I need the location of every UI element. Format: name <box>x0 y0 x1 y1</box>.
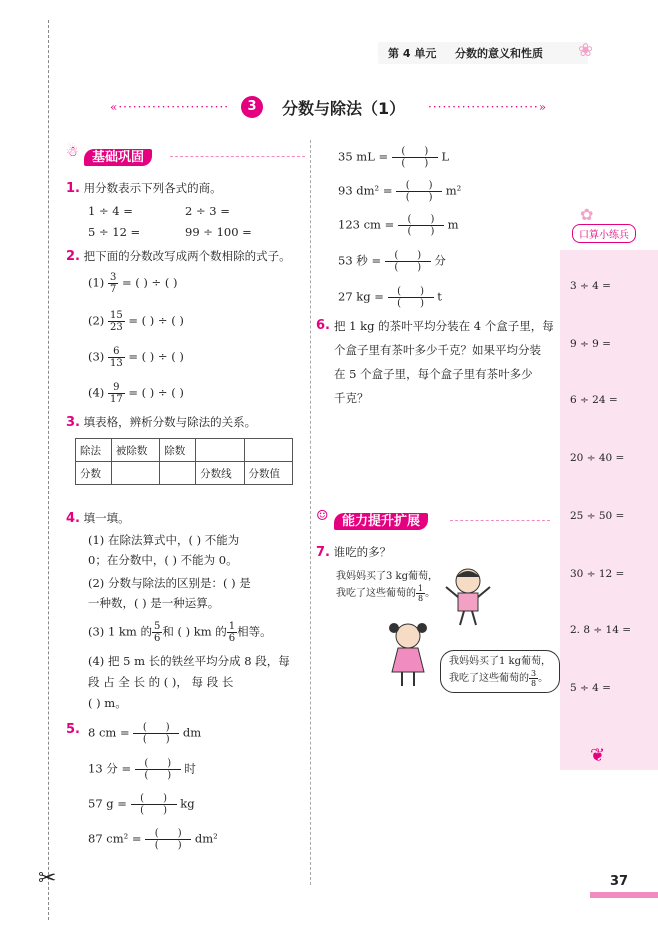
sidebar-item: 25 ÷ 50 = <box>570 510 625 522</box>
conversion-left: 8 cm = <box>88 725 130 740</box>
table-cell: 除法 <box>76 439 112 462</box>
q2-blank[interactable]: = ( ) ÷ ( ) <box>128 313 184 328</box>
q4-line: (4) 把 5 m 长的铁丝平均分成 8 段，每 <box>88 654 290 668</box>
answer-fraction-blank[interactable]: $\frac{( )}{( )}$ <box>396 180 442 203</box>
table-cell[interactable] <box>111 462 159 485</box>
conversion-item <box>88 758 196 781</box>
q4-line: 0；在分数中，( ) 不能为 0。 <box>88 553 238 567</box>
girl-speech <box>440 650 560 693</box>
q2-label: (4) <box>88 385 105 400</box>
fraction: $\frac{3}{8}$ <box>531 669 537 688</box>
q2-blank[interactable]: = ( ) ÷ ( ) <box>128 385 184 400</box>
conversion-unit: 时 <box>184 761 196 776</box>
basic-label: 基础巩固 <box>84 149 152 166</box>
basic-rule <box>170 156 305 157</box>
q1-item: 5 ÷ 12 = <box>88 225 141 239</box>
sidebar-item: 5 ÷ 4 = <box>570 682 611 694</box>
q4-text: 填一填。 <box>83 511 130 525</box>
answer-fraction-blank[interactable]: $\frac{( )}{( )}$ <box>133 722 179 745</box>
table-cell[interactable] <box>160 462 196 485</box>
q2-item <box>88 346 184 369</box>
table-row <box>76 439 293 462</box>
boy-illustration <box>440 565 500 630</box>
conversion-left: 53 秒 = <box>338 253 382 268</box>
q7-text: 谁吃的多？ <box>333 545 392 559</box>
conversion-unit: dm² <box>194 831 218 846</box>
q6-line: 在 5 个盒子里，每个盒子里有茶叶多少 <box>334 367 533 381</box>
q1-item: 99 ÷ 100 = <box>185 225 252 239</box>
conversion-item <box>338 286 442 309</box>
conversion-item <box>338 214 458 237</box>
page-number: 37 <box>610 874 629 889</box>
conversion-unit: m² <box>445 183 462 198</box>
q2-item <box>88 382 184 405</box>
advanced-rule <box>450 520 550 521</box>
sidebar-item: 30 ÷ 12 = <box>570 568 625 580</box>
conversion-unit: kg <box>180 796 195 811</box>
q7 <box>316 544 391 561</box>
conversion-item <box>88 793 195 816</box>
header-unit: 第 4 单元 <box>388 47 437 60</box>
conversion-left: 13 分 = <box>88 761 132 776</box>
boy-speech-line2: 我吃了这些葡萄的 $\frac{1}{8}$ 。 <box>336 584 436 603</box>
column-divider <box>310 140 311 885</box>
q2-blank[interactable]: = ( ) ÷ ( ) <box>128 349 184 364</box>
answer-fraction-blank[interactable]: $\frac{( )}{( )}$ <box>398 214 444 237</box>
table-cell: 被除数 <box>111 439 159 462</box>
q1-text: 用分数表示下列各式的商。 <box>83 181 222 195</box>
sidebar-title <box>572 224 636 243</box>
q3 <box>66 414 256 431</box>
conversion-left: 35 mL = <box>338 149 389 164</box>
q2-label: (2) <box>88 313 105 328</box>
q4-line: 段 占 全 长 的 ( )， 每 段 长 <box>88 675 234 689</box>
table-row <box>76 462 293 485</box>
answer-fraction-blank[interactable]: $\frac{( )}{( )}$ <box>145 828 191 851</box>
q2-blank[interactable]: = ( ) ÷ ( ) <box>121 275 178 290</box>
conversion-left: 93 dm² = <box>338 183 393 198</box>
fraction: $\frac{3}{7}$ <box>109 272 117 295</box>
q4-line: ( ) m。 <box>88 696 127 710</box>
fraction: $\frac{1}{6}$ <box>228 621 236 644</box>
advanced-label: 能力提升扩展 <box>334 513 428 530</box>
lesson-title: 分数与除法（1） <box>282 99 406 118</box>
boy-speech-line1: 我妈妈买了3 kg葡萄， <box>336 571 439 582</box>
q6-line: 千克？ <box>334 391 369 405</box>
table-cell: 分数值 <box>244 462 292 485</box>
lesson-number-badge <box>241 96 263 118</box>
sidebar-item: 20 ÷ 40 = <box>570 452 625 464</box>
table-cell: 分数 <box>76 462 112 485</box>
conversion-left: 27 kg = <box>338 289 384 304</box>
answer-fraction-blank[interactable]: $\frac{( )}{( )}$ <box>385 250 431 273</box>
fraction: $\frac{5}{6}$ <box>153 621 161 644</box>
sidebar-item: 2. 8 ÷ 14 = <box>570 624 632 636</box>
conversion-unit: m <box>447 217 459 232</box>
answer-fraction-blank[interactable]: $\frac{( )}{( )}$ <box>392 146 438 169</box>
q3-table <box>75 438 293 485</box>
girl-speech-line2: 我吃了这些葡萄的 $\frac{3}{8}$ 。 <box>449 669 549 688</box>
q4-line: (3) 1 km 的 $\frac{5}{6}$ 和 ( ) km 的 $\frac{1}{6}$ 相等。 <box>88 621 272 644</box>
q2-item <box>88 310 184 333</box>
advanced-icon: ☺ <box>316 508 329 524</box>
answer-fraction-blank[interactable]: $\frac{( )}{( )}$ <box>135 758 181 781</box>
fraction: $\frac{6}{13}$ <box>109 346 123 369</box>
conversion-unit: t <box>437 289 442 304</box>
basic-header <box>84 146 152 165</box>
q2-text: 把下面的分数改写成两个数相除的式子。 <box>83 249 291 263</box>
q2 <box>66 248 291 265</box>
girl-illustration <box>380 620 440 690</box>
conversion-unit: dm <box>182 725 202 740</box>
q1-number: 1. <box>66 181 80 196</box>
sidebar-item: 6 ÷ 24 = <box>570 394 618 406</box>
q4-line: (2) 分数与除法的区别是：( ) 是 <box>88 576 251 590</box>
table-cell[interactable] <box>196 439 244 462</box>
q2-item <box>88 272 177 295</box>
q2-label: (3) <box>88 349 105 364</box>
q4-line: (1) 在除法算式中，( ) 不能为 <box>88 533 240 547</box>
q1-item: 2 ÷ 3 = <box>185 204 230 218</box>
basic-icon: ☃ <box>66 144 79 160</box>
answer-fraction-blank[interactable]: $\frac{( )}{( )}$ <box>388 286 434 309</box>
conversion-unit: L <box>441 149 450 164</box>
sidebar-title-text: 口算小练兵 <box>579 230 629 241</box>
q3-text: 填表格，辨析分数与除法的关系。 <box>83 415 257 429</box>
fraction: $\frac{15}{23}$ <box>109 310 123 333</box>
sidebar-item: 9 ÷ 9 = <box>570 338 611 350</box>
table-cell: 分数线 <box>196 462 244 485</box>
cut-line <box>48 20 49 920</box>
conversion-item <box>88 722 201 745</box>
q4 <box>66 510 130 527</box>
q6-number: 6. <box>316 318 330 333</box>
answer-fraction-blank[interactable]: $\frac{( )}{( )}$ <box>131 793 177 816</box>
title-left-dots: «······················· <box>110 100 230 114</box>
q1-item: 1 ÷ 4 = <box>88 204 133 218</box>
table-cell: 除数 <box>160 439 196 462</box>
lesson-number: 3 <box>247 99 257 114</box>
q3-number: 3. <box>66 415 80 430</box>
sidebar-item: 3 ÷ 4 = <box>570 280 611 292</box>
advanced-header <box>334 510 428 529</box>
girl-speech-line1: 我妈妈买了1 kg葡萄， <box>449 656 552 667</box>
swirl-icon: ❦ <box>590 745 606 766</box>
flower-icon: ❀ <box>578 40 594 61</box>
conversion-unit: 分 <box>434 253 446 268</box>
fraction: $\frac{1}{8}$ <box>418 584 424 603</box>
boy-speech <box>336 570 438 603</box>
conversion-item <box>338 146 449 169</box>
q2-label: (1) <box>88 275 105 290</box>
page-number-bar <box>590 892 658 898</box>
q1 <box>66 180 222 197</box>
header-topic: 分数的意义和性质 <box>455 47 543 60</box>
q6-line: 把 1 kg 的茶叶平均分装在 4 个盒子里，每 <box>334 319 554 333</box>
scissors-icon: ✂ <box>38 866 57 891</box>
conversion-item <box>338 250 446 273</box>
table-cell[interactable] <box>244 439 292 462</box>
conversion-left: 57 g = <box>88 796 127 811</box>
q2-number: 2. <box>66 249 80 264</box>
q7-number: 7. <box>316 545 330 560</box>
q6-line: 个盒子里有茶叶多少千克？如果平均分装 <box>334 343 541 357</box>
q5-number: 5. <box>66 722 80 737</box>
conversion-left: 123 cm = <box>338 217 395 232</box>
conversion-item <box>338 180 461 203</box>
conversion-item <box>88 828 218 851</box>
q4-number: 4. <box>66 511 80 526</box>
fraction: $\frac{9}{17}$ <box>109 382 123 405</box>
q4-line: 一种数，( ) 是一种运算。 <box>88 596 220 610</box>
conversion-left: 87 cm² = <box>88 831 142 846</box>
title-right-dots: ·······················» <box>428 100 548 114</box>
flower-icon: ✿ <box>580 205 594 224</box>
